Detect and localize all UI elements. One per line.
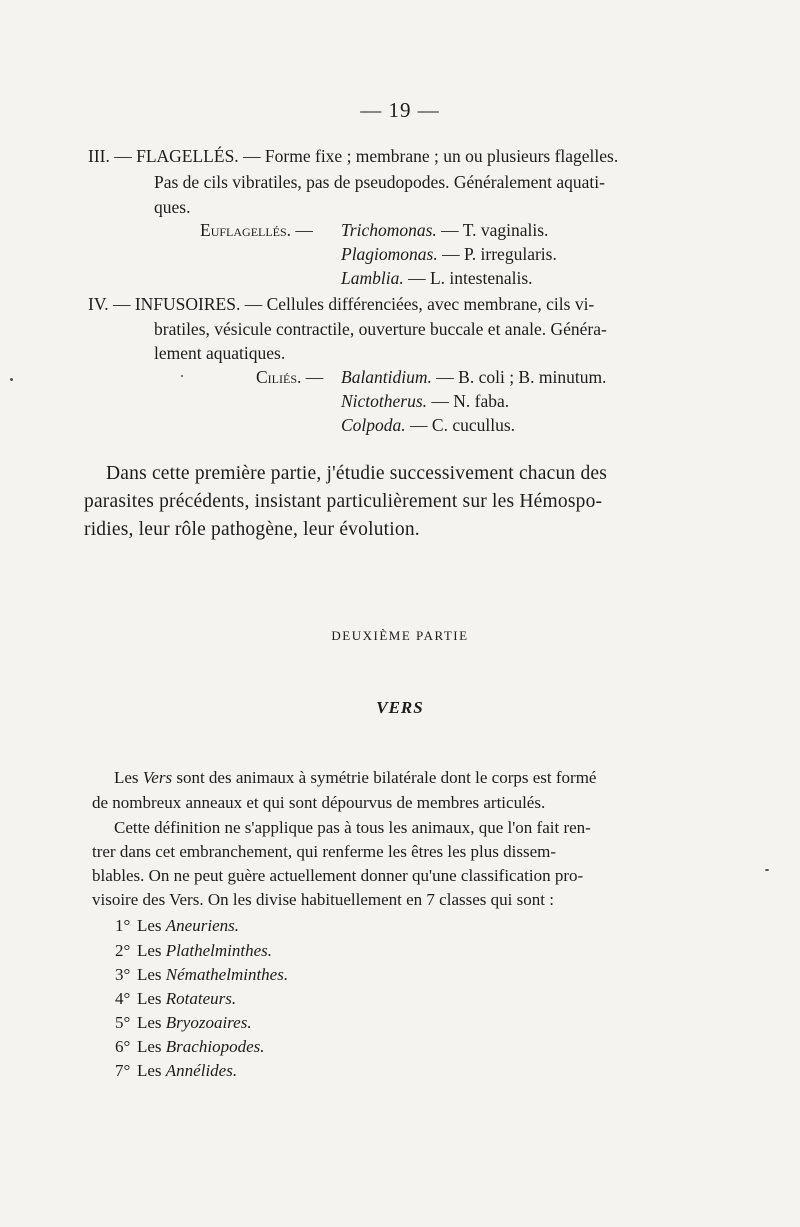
species-name: — N. faba. (427, 391, 510, 411)
vers-line-4: trer dans cet embranchement, qui renferme les êtres les plus dissem- (92, 842, 557, 861)
genus-entry (341, 244, 557, 265)
genus-entry (341, 220, 548, 241)
class-number: 4° (115, 989, 131, 1008)
genus-name: Colpoda. (341, 415, 406, 435)
class-les: Les (137, 941, 166, 960)
vers-line-5: blables. On ne peut guère actuellement donner qu'une classification pro- (92, 866, 584, 885)
section-iv-line-3: lement aquatiques. (154, 343, 286, 363)
class-number: 3° (115, 965, 131, 984)
class-number: 6° (115, 1037, 131, 1056)
section-iv-line-2: bratiles, vésicule contractile, ouverture buccale et anale. Généra- (154, 319, 607, 339)
genus-name: Balantidium. (341, 367, 432, 387)
class-les: Les (137, 1061, 166, 1080)
class-name: Rotateurs. (165, 989, 237, 1008)
class-list-item (115, 941, 272, 961)
species-name: — B. coli ; B. minutum. (431, 367, 607, 387)
species-name: — P. irregularis. (437, 244, 557, 264)
scan-speck (765, 869, 769, 871)
species-name: — T. vaginalis. (436, 220, 549, 240)
intro-line-2: parasites précédents, insistant particulièrement sur les Hémospo- (84, 491, 603, 512)
vers-line-3: Cette définition ne s'applique pas à tous les animaux, que l'on fait ren- (114, 818, 591, 837)
genus-entry (341, 415, 515, 436)
genus-name: Plagiomonas. (341, 244, 438, 264)
class-name: Annélides. (165, 1061, 238, 1080)
class-name: Plathelminthes. (165, 941, 273, 960)
section-iv-line-1: IV. — INFUSOIRES. — Cellules différenciées, avec membrane, cils vi- (88, 294, 595, 314)
genus-name: Nictotherus. (341, 391, 428, 411)
class-list-item (115, 1013, 252, 1033)
class-list-item (115, 1061, 237, 1081)
euflagelles-label: Euflagellés. — (200, 220, 313, 240)
class-number: 2° (115, 941, 131, 960)
class-name: Aneuriens. (165, 916, 239, 935)
section-iii-line-1: III. — FLAGELLÉS. — Forme fixe ; membrane ; un ou plusieurs flagelles. (88, 146, 619, 166)
species-name: — L. intestenalis. (403, 268, 533, 288)
class-les: Les (137, 916, 166, 935)
class-les: Les (137, 1037, 166, 1056)
class-list-item (115, 989, 236, 1009)
vers-line-1 (114, 768, 596, 788)
scan-speck (181, 375, 183, 377)
class-number: 7° (115, 1061, 131, 1080)
section-iii-line-2: Pas de cils vibratiles, pas de pseudopodes. Généralement aquati- (154, 172, 605, 192)
class-number: 5° (115, 1013, 131, 1032)
vers-line-2: de nombreux anneaux et qui sont dépourvus de membres articulés. (92, 793, 546, 812)
section-iii-line-3: ques. (154, 197, 191, 217)
scan-speck (10, 378, 13, 381)
cilies-label: Ciliés. — (256, 367, 324, 387)
vers-line-6: visoire des Vers. On les divise habituellement en 7 classes qui sont : (92, 890, 554, 909)
class-list-item (115, 1037, 264, 1057)
genus-name: Lamblia. (341, 268, 404, 288)
intro-line-1: Dans cette première partie, j'étudie successivement chacun des (106, 463, 608, 484)
class-list-item (115, 916, 239, 936)
species-name: — C. cucullus. (405, 415, 516, 435)
genus-entry (341, 391, 509, 412)
genus-entry (341, 268, 533, 289)
class-name: Bryozoaires. (165, 1013, 252, 1032)
chapter-title: VERS (376, 698, 424, 717)
genus-entry (341, 367, 606, 388)
part-heading: DEUXIÈME PARTIE (331, 628, 469, 643)
vers-line-1-a: Les (114, 768, 143, 787)
intro-line-3: ridies, leur rôle pathogène, leur évolution. (84, 519, 420, 540)
class-list-item (115, 965, 288, 985)
class-number: 1° (115, 916, 131, 935)
class-les: Les (137, 989, 166, 1008)
class-name: Brachiopodes. (165, 1037, 265, 1056)
class-les: Les (137, 965, 166, 984)
vers-line-1-b: Vers (142, 768, 173, 787)
genus-name: Trichomonas. (341, 220, 437, 240)
class-name: Némathelminthes. (165, 965, 289, 984)
vers-line-1-c: sont des animaux à symétrie bilatérale dont le corps est formé (172, 768, 597, 787)
page-number: — 19 — (360, 98, 440, 122)
class-les: Les (137, 1013, 166, 1032)
